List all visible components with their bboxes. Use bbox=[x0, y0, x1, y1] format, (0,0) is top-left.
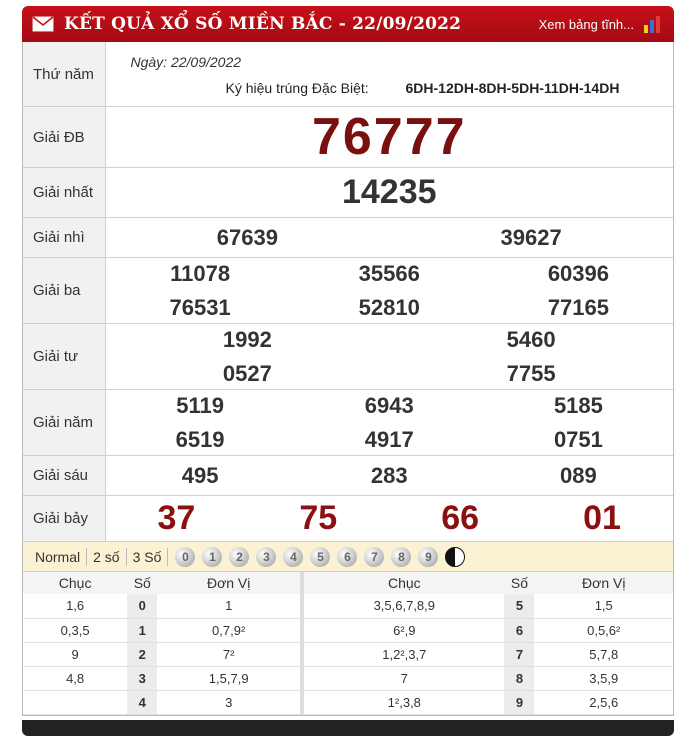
loto-row bbox=[23, 618, 673, 642]
prize-g4-number: 7755 bbox=[506, 360, 556, 386]
prize-label-g1: Giải nhất bbox=[23, 168, 105, 218]
prize-g2-number: 39627 bbox=[500, 224, 562, 250]
digit-ball-7[interactable]: 7 bbox=[364, 547, 384, 567]
tab-2-so[interactable]: 2 số bbox=[87, 548, 126, 566]
loto-header: Chục bbox=[23, 572, 127, 594]
prize-g3-number: 52810 bbox=[358, 294, 420, 320]
digit-ball-4[interactable]: 4 bbox=[283, 547, 303, 567]
loto-header-row bbox=[23, 572, 673, 594]
loto-cell: 1 bbox=[157, 594, 302, 618]
prize-row-g4 bbox=[23, 324, 673, 390]
digit-ball-5[interactable]: 5 bbox=[310, 547, 330, 567]
loto-cell: 1,6 bbox=[23, 594, 127, 618]
static-table-link[interactable]: Xem bảng tĩnh... bbox=[538, 16, 634, 32]
page-title: KẾT QUẢ XỔ SỐ MIỀN BẮC - 22/09/2022 bbox=[64, 14, 462, 34]
prize-row-g3 bbox=[23, 258, 673, 324]
loto-cell: 1,2²,3,7 bbox=[302, 642, 504, 666]
prize-row-g2 bbox=[23, 218, 673, 258]
prize-label-g4: Giải tư bbox=[23, 324, 105, 390]
loto-cell: 1,5 bbox=[534, 594, 673, 618]
prize-g5-number: 6943 bbox=[364, 392, 414, 418]
tab-normal[interactable]: Normal bbox=[29, 548, 87, 566]
prize-g5-number: 5119 bbox=[176, 392, 224, 418]
draw-date: Ngày: 22/09/2022 bbox=[130, 54, 242, 70]
weekday-label: Thứ năm bbox=[23, 42, 105, 107]
tab-3-so[interactable]: 3 Số bbox=[127, 548, 169, 566]
digit-ball-1[interactable]: 1 bbox=[202, 547, 222, 567]
mail-icon bbox=[32, 16, 54, 32]
prize-label-g7: Giải bảy bbox=[23, 496, 105, 542]
prize-g4-number: 1992 bbox=[222, 326, 272, 352]
prize-g4-number: 0527 bbox=[222, 360, 272, 386]
loto-cell: 6 bbox=[504, 618, 534, 642]
prize-row-g5 bbox=[23, 390, 673, 456]
loto-cell: 7 bbox=[504, 642, 534, 666]
loto-cell bbox=[23, 690, 127, 714]
prize-g2-number: 67639 bbox=[216, 224, 278, 250]
prize-label-g3: Giải ba bbox=[23, 258, 105, 324]
digit-ball-9[interactable]: 9 bbox=[418, 547, 438, 567]
loto-cell: 9 bbox=[504, 690, 534, 714]
loto-cell: 1,5,7,9 bbox=[157, 666, 302, 690]
loto-header: Đơn Vị bbox=[534, 572, 673, 594]
loto-cell: 7² bbox=[157, 642, 302, 666]
prize-g5-number: 4917 bbox=[364, 426, 414, 452]
digit-ball-3[interactable]: 3 bbox=[256, 547, 276, 567]
loto-row bbox=[23, 642, 673, 666]
loto-cell: 1 bbox=[127, 618, 157, 642]
loto-cell: 8 bbox=[504, 666, 534, 690]
loto-cell: 7 bbox=[302, 666, 504, 690]
loto-cell: 5,7,8 bbox=[534, 642, 673, 666]
prize-g3-number: 77165 bbox=[547, 294, 609, 320]
loto-cell: 6²,9 bbox=[302, 618, 504, 642]
digit-ball-0[interactable]: 0 bbox=[175, 547, 195, 567]
prize-g7-number: 66 bbox=[441, 499, 480, 537]
loto-cell: 3,5,9 bbox=[534, 666, 673, 690]
prize-g6-number: 089 bbox=[560, 462, 597, 488]
prize-g7-number: 01 bbox=[583, 499, 621, 537]
prize-g5-number: 0751 bbox=[553, 426, 603, 452]
prize-label-g2: Giải nhì bbox=[23, 218, 105, 258]
loto-row bbox=[23, 666, 673, 690]
prize-g3-number: 60396 bbox=[547, 260, 609, 286]
prize-g1-value: 14235 bbox=[105, 168, 673, 218]
prize-g3-number: 11078 bbox=[170, 260, 231, 286]
prize-db-value: 76777 bbox=[105, 107, 673, 168]
prize-g7-number: 75 bbox=[299, 499, 338, 537]
digit-ball-6[interactable]: 6 bbox=[337, 547, 357, 567]
digit-ball-8[interactable]: 8 bbox=[391, 547, 411, 567]
digit-ball-2[interactable]: 2 bbox=[229, 547, 249, 567]
results-frame bbox=[22, 42, 674, 716]
loto-cell: 4 bbox=[127, 690, 157, 714]
prize-g5-number: 6519 bbox=[175, 426, 225, 452]
loto-cell: 1²,3,8 bbox=[302, 690, 504, 714]
loto-cell: 0,3,5 bbox=[23, 618, 127, 642]
prize-label-g6: Giải sáu bbox=[23, 456, 105, 496]
prize-g3-number: 35566 bbox=[358, 260, 420, 286]
loto-cell: 2,5,6 bbox=[534, 690, 673, 714]
display-mode-bar bbox=[23, 542, 673, 572]
prize-g5-number: 5185 bbox=[553, 392, 603, 418]
loto-header: Chục bbox=[302, 572, 504, 594]
loto-header: Số bbox=[127, 572, 157, 594]
loto-cell: 3 bbox=[157, 690, 302, 714]
prize-label-db: Giải ĐB bbox=[23, 107, 105, 168]
loto-row bbox=[23, 690, 673, 714]
loto-cell: 3 bbox=[127, 666, 157, 690]
loto-cell: 0 bbox=[127, 594, 157, 618]
footer-bar bbox=[22, 720, 674, 736]
loto-cell: 2 bbox=[127, 642, 157, 666]
prize-g3-number: 76531 bbox=[169, 294, 231, 320]
prize-row-g7 bbox=[23, 496, 673, 542]
loto-cell: 3,5,6,7,8,9 bbox=[302, 594, 504, 618]
prize-label-g5: Giải năm bbox=[23, 390, 105, 456]
prize-row-db bbox=[23, 107, 673, 168]
prize-g6-number: 283 bbox=[370, 462, 408, 488]
loto-table bbox=[23, 572, 673, 715]
prize-g4-number: 5460 bbox=[506, 326, 556, 352]
loto-cell: 9 bbox=[23, 642, 127, 666]
loto-cell: 0,5,6² bbox=[534, 618, 673, 642]
kyhieu-label: Ký hiệu trúng Đặc Biệt: bbox=[225, 80, 369, 96]
prize-row-g6 bbox=[23, 456, 673, 496]
prize-g7-number: 37 bbox=[157, 499, 196, 537]
loto-cell: 5 bbox=[504, 594, 534, 618]
meta-row bbox=[23, 42, 673, 107]
results-header bbox=[22, 6, 674, 42]
loto-row bbox=[23, 594, 673, 618]
yin-yang-icon[interactable] bbox=[445, 547, 465, 567]
loto-header: Đơn Vị bbox=[157, 572, 302, 594]
prize-g6-number: 495 bbox=[181, 462, 219, 488]
prize-row-g1 bbox=[23, 168, 673, 218]
loto-cell: 0,7,9² bbox=[157, 618, 302, 642]
results-table bbox=[23, 42, 673, 542]
loto-cell: 4,8 bbox=[23, 666, 127, 690]
bar-chart-icon[interactable] bbox=[642, 15, 664, 33]
kyhieu-code: 6DH-12DH-8DH-5DH-11DH-14DH bbox=[405, 80, 620, 96]
loto-header: Số bbox=[504, 572, 534, 594]
